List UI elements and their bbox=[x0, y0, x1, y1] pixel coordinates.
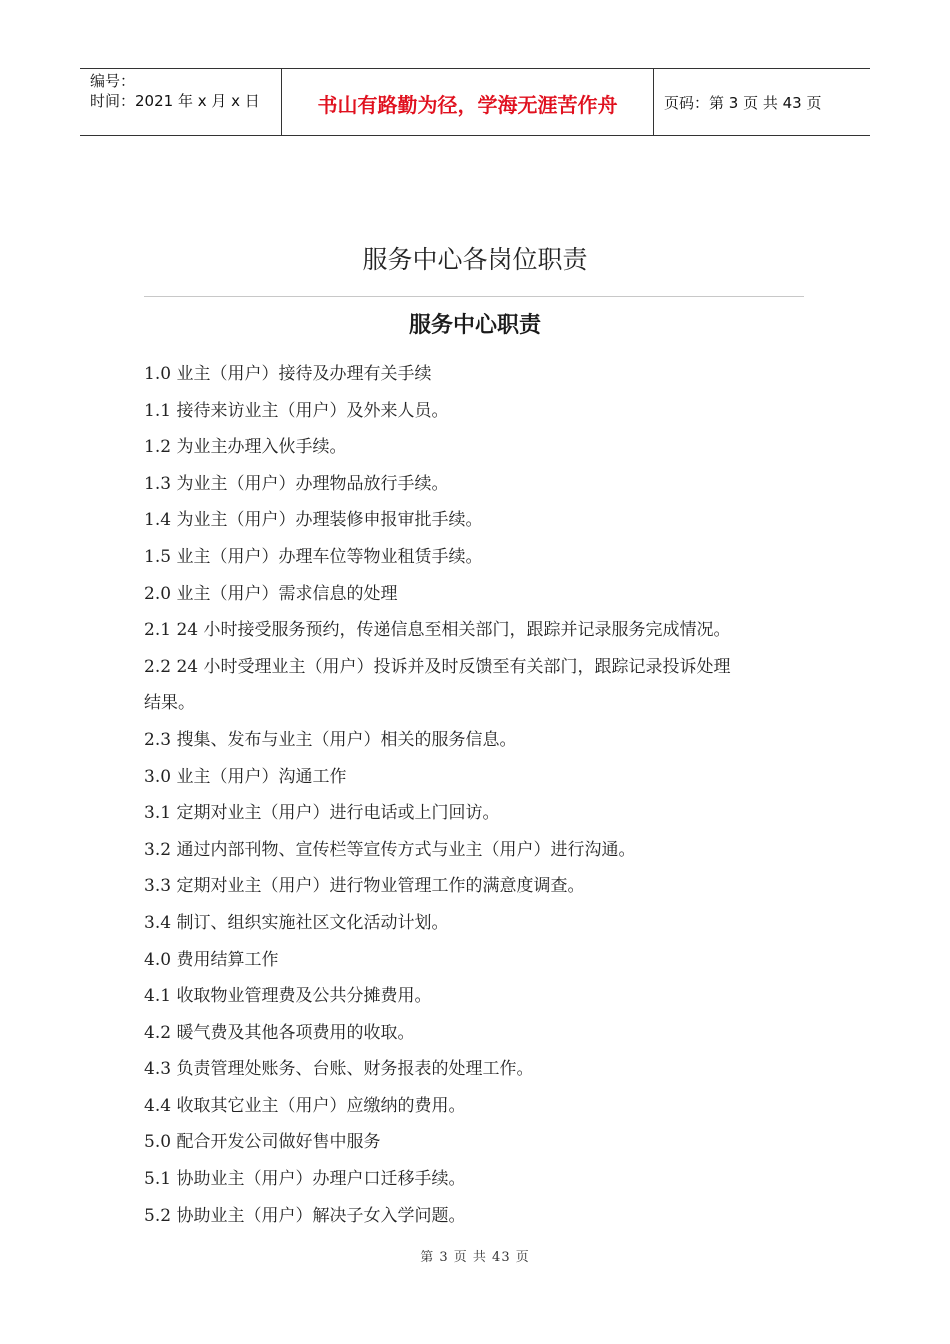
body-line: 结果。 bbox=[144, 693, 195, 714]
title-divider bbox=[144, 296, 804, 297]
document-time-label: 时间：2021 年 x 月 x 日 bbox=[90, 92, 260, 110]
body-line: 5.0 配合开发公司做好售中服务 bbox=[144, 1132, 381, 1153]
body-line: 4.0 费用结算工作 bbox=[144, 949, 279, 970]
section-title: 服务中心职责 bbox=[408, 313, 541, 338]
document-title: 服务中心各岗位职责 bbox=[362, 245, 588, 274]
body-line: 3.4 制订、组织实施社区文化活动计划。 bbox=[144, 912, 449, 933]
body-line: 1.1 接待来访业主（用户）及外来人员。 bbox=[144, 400, 449, 421]
body-line: 3.2 通过内部刊物、宣传栏等宣传方式与业主（用户）进行沟通。 bbox=[144, 839, 636, 860]
header-table bbox=[80, 68, 870, 136]
body-line: 2.2 24 小时受理业主（用户）投诉并及时反馈至有关部门，跟踪记录投诉处理 bbox=[144, 656, 731, 677]
document-number-label: 编号： bbox=[90, 72, 136, 90]
body-line: 2.0 业主（用户）需求信息的处理 bbox=[144, 583, 398, 604]
body-line: 1.3 为业主（用户）办理物品放行手续。 bbox=[144, 473, 449, 494]
body-line: 4.2 暖气费及其他各项费用的收取。 bbox=[144, 1022, 415, 1043]
body-line: 5.2 协助业主（用户）解决子女入学问题。 bbox=[144, 1205, 466, 1226]
body-line: 4.4 收取其它业主（用户）应缴纳的费用。 bbox=[144, 1095, 466, 1116]
body-line: 4.3 负责管理处账务、台账、财务报表的处理工作。 bbox=[144, 1059, 534, 1080]
header-motto: 书山有路勤为径，学海无涯苦作舟 bbox=[282, 69, 654, 135]
header-page-info: 页码：第 3 页 共 43 页 bbox=[664, 93, 822, 112]
header-meta bbox=[80, 69, 282, 135]
body-line: 2.1 24 小时接受服务预约，传递信息至相关部门，跟踪并记录服务完成情况。 bbox=[144, 620, 731, 641]
body-line: 5.1 协助业主（用户）办理户口迁移手续。 bbox=[144, 1169, 466, 1190]
page-footer: 第 3 页 共 43 页 bbox=[420, 1250, 530, 1265]
body-line: 1.5 业主（用户）办理车位等物业租赁手续。 bbox=[144, 546, 483, 567]
body-line: 2.3 搜集、发布与业主（用户）相关的服务信息。 bbox=[144, 729, 517, 750]
document-body bbox=[144, 356, 814, 1234]
body-line: 3.0 业主（用户）沟通工作 bbox=[144, 766, 347, 787]
body-line: 1.4 为业主（用户）办理装修申报审批手续。 bbox=[144, 510, 483, 531]
body-line: 1.2 为业主办理入伙手续。 bbox=[144, 437, 347, 458]
body-line: 3.1 定期对业主（用户）进行电话或上门回访。 bbox=[144, 803, 500, 824]
body-line: 4.1 收取物业管理费及公共分摊费用。 bbox=[144, 986, 432, 1007]
body-line: 1.0 业主（用户）接待及办理有关手续 bbox=[144, 364, 432, 384]
body-line: 3.3 定期对业主（用户）进行物业管理工作的满意度调查。 bbox=[144, 876, 585, 897]
